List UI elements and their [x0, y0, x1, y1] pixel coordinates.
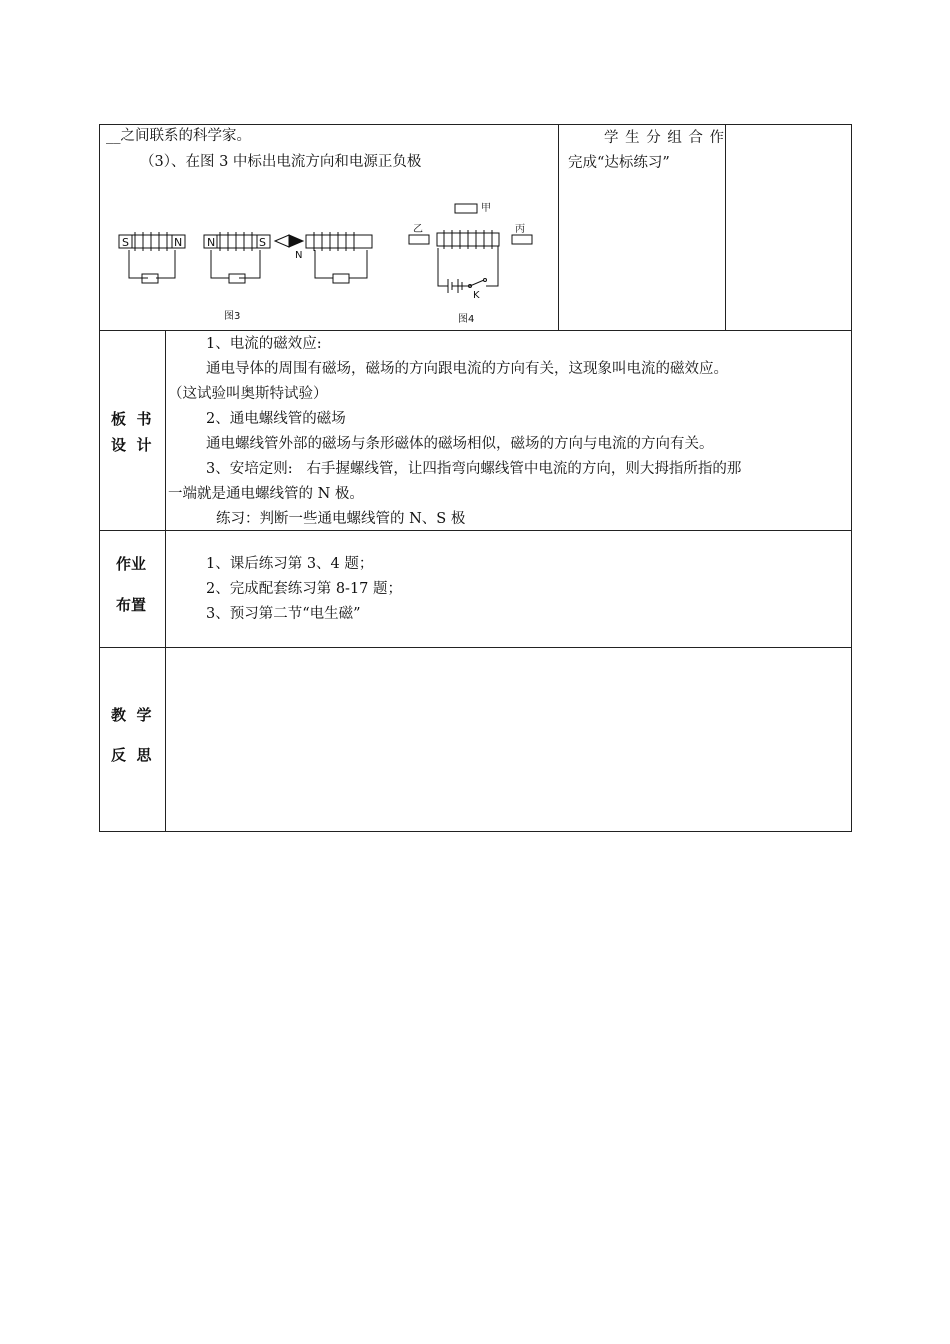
reflection-content-cell — [165, 647, 852, 832]
board-design-label-line1: 板 书 — [111, 410, 152, 428]
homework-item-1: 1、课后练习第 3、4 题； — [206, 556, 374, 572]
reflection-label-line2: 反 思 — [111, 746, 152, 764]
label-yi: 乙 — [413, 224, 423, 235]
reflection-label-line1: 教 学 — [111, 706, 152, 724]
homework-label-cell — [99, 530, 166, 648]
homework-item-3: 3、预习第二节“电生磁” — [206, 606, 361, 622]
switch-label: K — [473, 290, 480, 301]
magnet2-pole-right: S — [259, 236, 266, 249]
figure-3-caption: 图3 — [224, 311, 241, 322]
homework-label-line2: 布置 — [116, 596, 147, 614]
board-line-6: 3、安培定则: 右手握螺线管，让四指弯向螺线管中电流的方向，则大拇指所指的那 — [206, 461, 742, 477]
figure-4-circuit — [400, 192, 550, 327]
exercise-text-line1: __之间联系的科学家。 — [106, 128, 251, 144]
magnet2-pole-left: N — [207, 236, 216, 249]
board-line-7: 一端就是通电螺线管的 N 极。 — [168, 486, 364, 502]
board-line-3: （这试验叫奥斯特试验） — [168, 386, 328, 402]
board-line-4: 2、通电螺线管的磁场 — [206, 411, 346, 427]
magnet1-pole-right: N — [174, 236, 183, 249]
board-line-2: 通电导体的周围有磁场，磁场的方向跟电流的方向有关，这现象叫电流的磁效应。 — [206, 361, 728, 377]
notes-cell — [725, 124, 852, 331]
figure-4-caption: 图4 — [458, 314, 475, 325]
magnet1-pole-left: S — [122, 236, 129, 249]
student-activity-line2: 完成“达标练习” — [568, 155, 670, 171]
reflection-label-cell — [99, 647, 166, 832]
board-line-1: 1、电流的磁效应: — [206, 336, 322, 352]
homework-item-2: 2、完成配套练习第 8-17 题； — [206, 581, 403, 597]
board-design-label-cell — [99, 330, 166, 531]
board-line-8: 练习：判断一些通电螺线管的 N、S 极 — [216, 511, 466, 527]
student-activity-line1: 学 生 分 组 合 作 — [604, 130, 726, 146]
figure-3-solenoids — [105, 192, 395, 327]
board-design-label-line2: 设 计 — [111, 436, 152, 454]
label-jia: 甲 — [481, 203, 491, 214]
label-bing: 丙 — [515, 224, 525, 235]
homework-label-line1: 作业 — [116, 555, 147, 573]
board-line-5: 通电螺线管外部的磁场与条形磁体的磁场相似，磁场的方向与电流的方向有关。 — [206, 436, 714, 452]
exercise-text-line2: （3）、在图 3 中标出电流方向和电源正负极 — [140, 154, 422, 170]
needle-label: N — [295, 250, 303, 261]
